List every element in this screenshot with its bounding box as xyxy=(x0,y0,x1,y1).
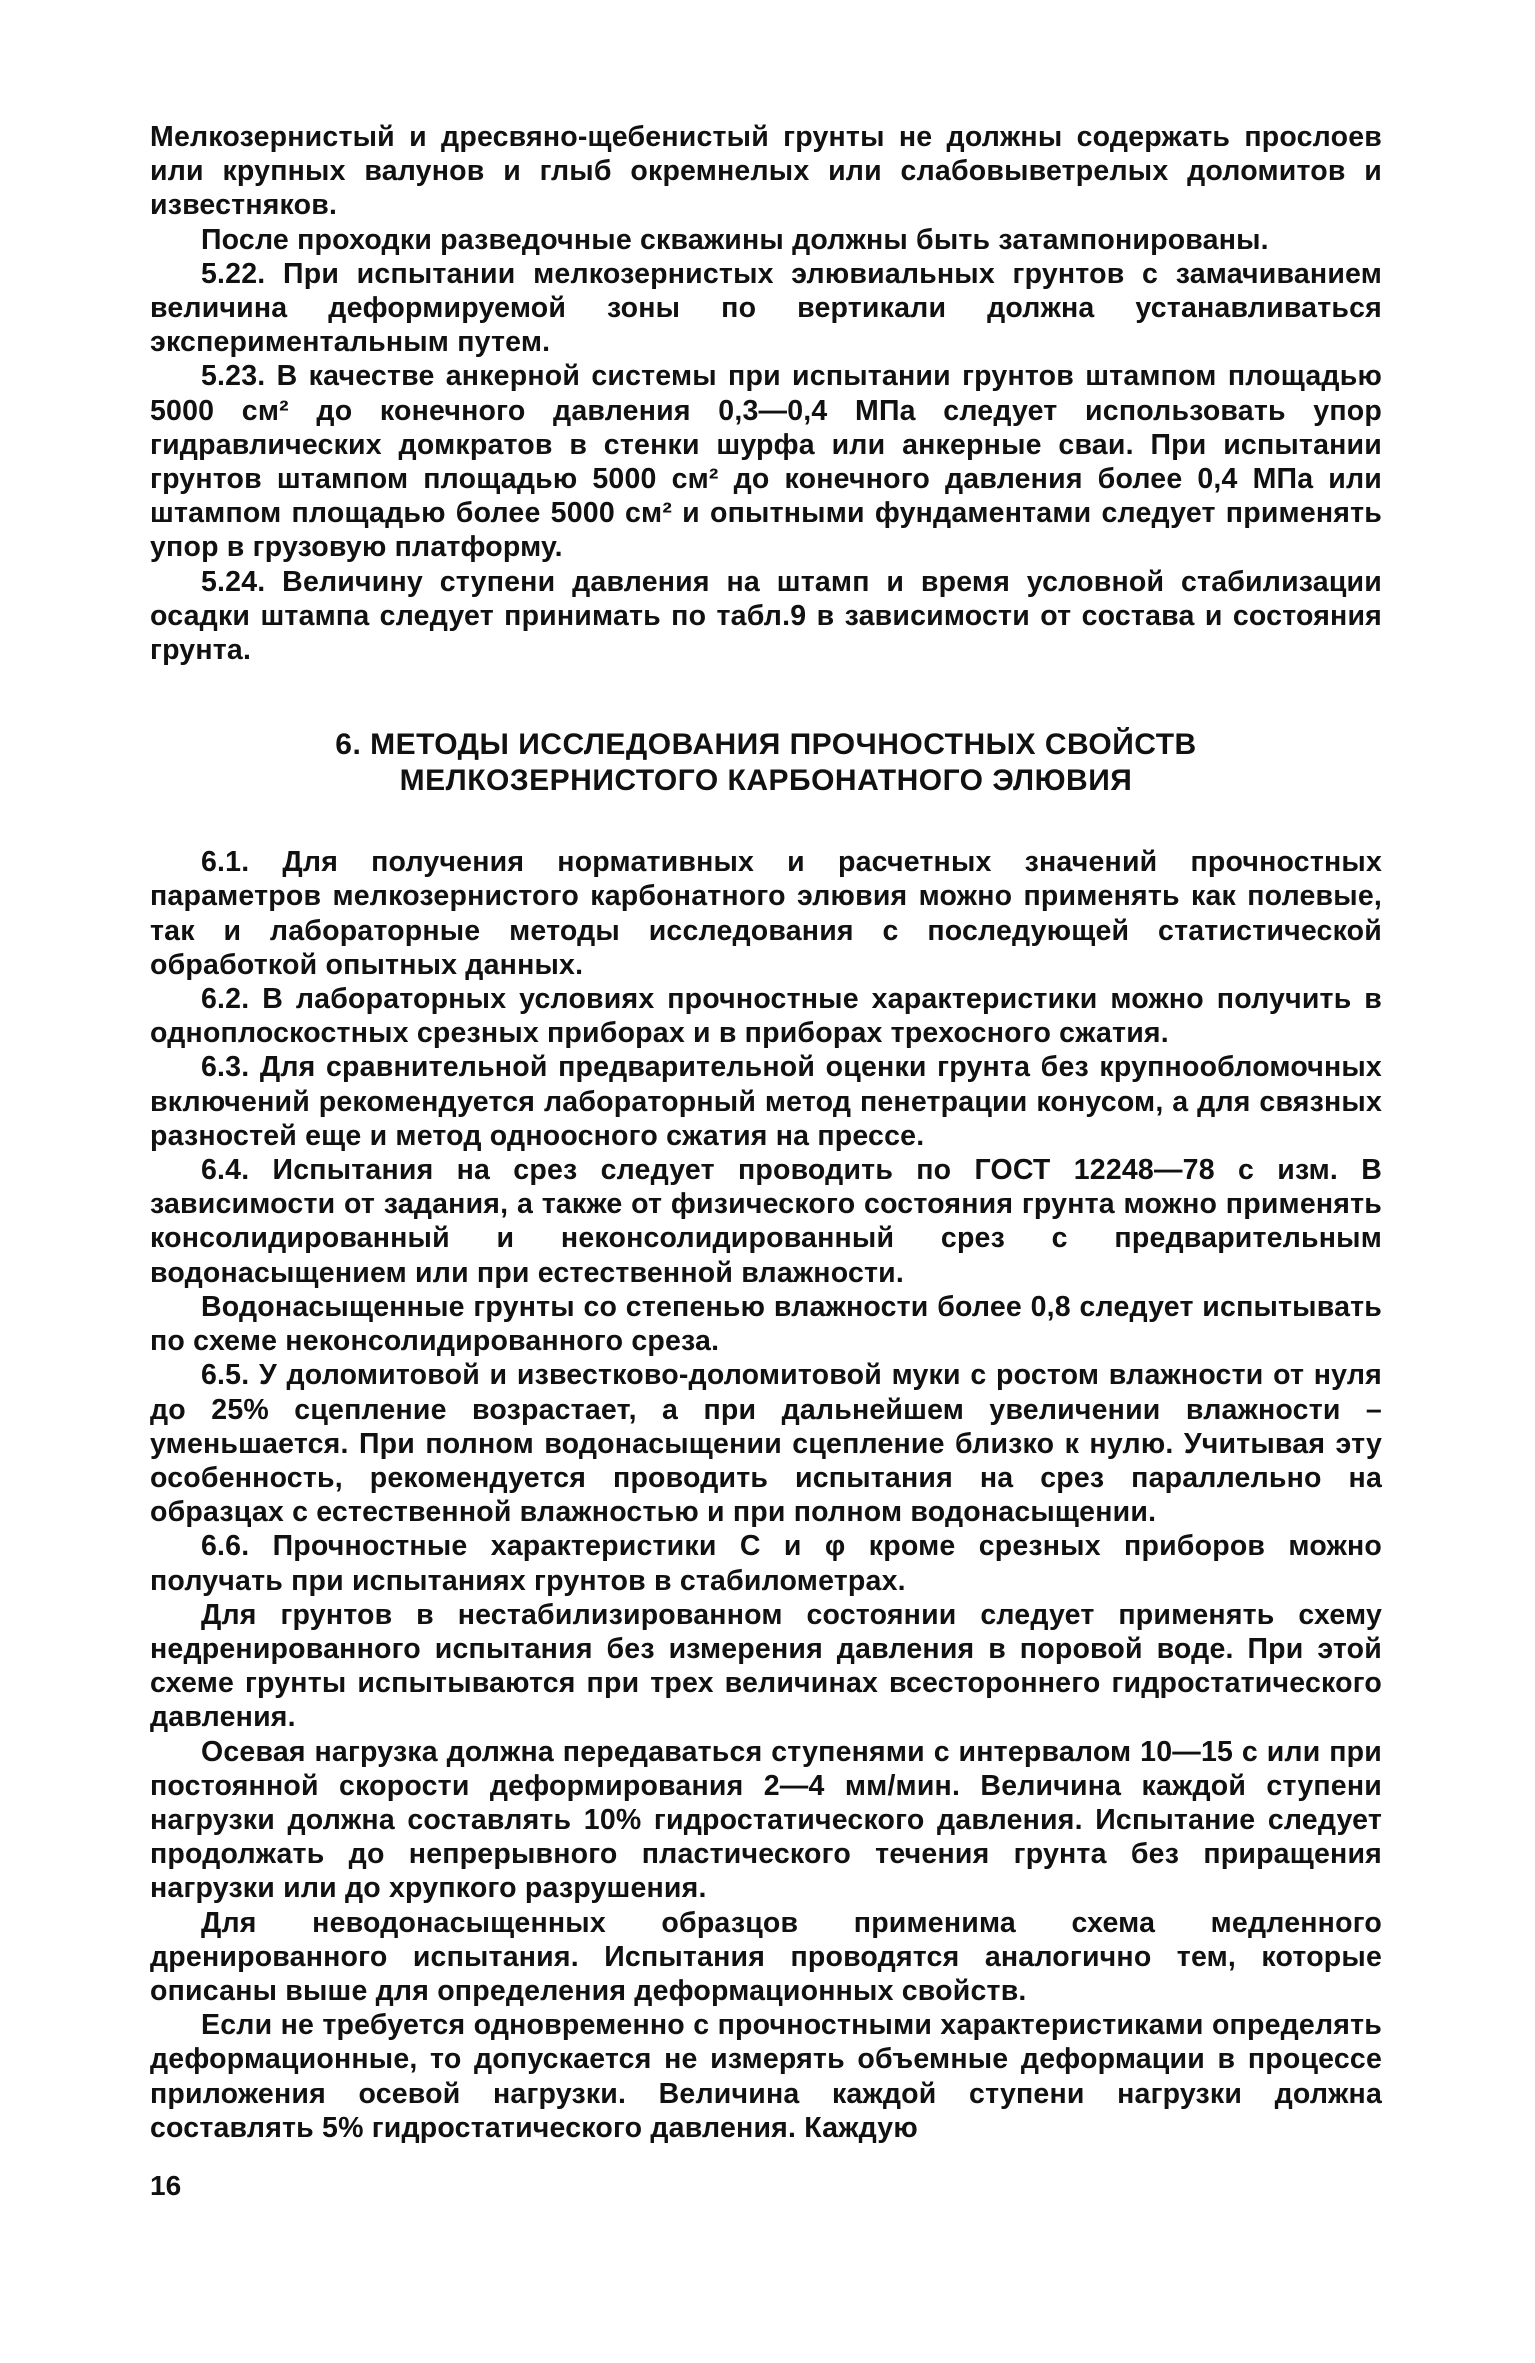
paragraph-intro: Мелкозернистый и дресвяно-щебенистый грунты не должны содержать прослоев или крупных валунов и глыб окремнелых или слабовыветрелых доломитов и известняков. xyxy=(150,121,1382,222)
section-heading-line-2: МЕЛКОЗЕРНИСТОГО КАРБОНАТНОГО ЭЛЮВИЯ xyxy=(399,764,1133,798)
paragraph-volumetric: Если не требуется одновременно с прочностными характеристиками определять деформационные, то допускается не измерять объемные деформации в процессе приложения осевой нагрузки. Величина каждой ступени нагрузки должна составлять 5% гидростатического давления. Каждую xyxy=(150,2009,1382,2144)
section-heading xyxy=(150,727,1382,799)
paragraph-saturated-soils: Водонасыщенные грунты со степенью влажности более 0,8 следует испытывать по схеме неконсолидированного среза. xyxy=(150,1290,1382,1358)
paragraph-6-1: 6.1. Для получения нормативных и расчетных значений прочностных параметров мелкозернистого карбонатного элювия можно применять как полевые, так и лабораторные методы исследования с последующей статистической обработкой опытных данных. xyxy=(150,846,1382,981)
paragraph-unstabilized-soils: Для грунтов в нестабилизированном состоянии следует применять схему недренированного испытания без измерения давления в поровой воде. При этой схеме грунты испытываются при трех величинах всестороннего гидростатического давления. xyxy=(150,1598,1382,1734)
paragraph-6-2: 6.2. В лабораторных условиях прочностные характеристики можно получить в одноплоскостных срезных приборах и в приборах трехосного сжатия. xyxy=(150,983,1382,1050)
section-heading-line-1: 6. МЕТОДЫ ИССЛЕДОВАНИЯ ПРОЧНОСТНЫХ СВОЙСТВ xyxy=(335,728,1197,762)
paragraph-axial-load: Осевая нагрузка должна передаваться ступенями с интервалом 10—15 с или при постоянной скорости деформирования 2—4 мм/мин. Величина каждой ступени нагрузки должна составлять 10% гидростатического давления. Испытание следует продолжать до непрерывного пластического течения грунта без приращения нагрузки или до хрупкого разрушения. xyxy=(150,1735,1382,1905)
paragraph-5-24: 5.24. Величину ступени давления на штамп и время условной стабилизации осадки штампа следует принимать по табл.9 в зависимости от состава и состояния грунта. xyxy=(150,565,1382,667)
page-number: 16 xyxy=(150,2170,182,2201)
page-body xyxy=(150,120,1382,2145)
paragraph-5-23: 5.23. В качестве анкерной системы при испытании грунтов штампом площадью 5000 см² до конечного давления 0,3—0,4 МПа следует использовать упор гидравлических домкратов в стенки шурфа или анкерные сваи. При испытании грунтов штампом площадью 5000 см² до конечного давления более 0,4 МПа или штампом площадью более 5000 см² и опытными фундаментами следует применять упор в грузовую платформу. xyxy=(150,360,1382,564)
paragraph-6-5: 6.5. У доломитовой и известково-доломитовой муки с ростом влажности от нуля до 25% сцепление возрастает, а при дальнейшем увеличении влажности – уменьшается. При полном водонасыщении сцепление близко к нулю. Учитывая эту особенность, рекомендуется проводить испытания на срез параллельно на образцах с естественной влажностью и при полном водонасыщении. xyxy=(150,1359,1382,1529)
paragraph-tamponing: После проходки разведочные скважины должны быть затампонированы. xyxy=(201,223,1269,256)
paragraph-5-22: 5.22. При испытании мелкозернистых элювиальных грунтов с замачиванием величина деформируемой зоны по вертикали должна устанавливаться экспериментальным путем. xyxy=(150,257,1382,359)
paragraph-drained-test: Для неводонасыщенных образцов применима схема медленного дренированного испытания. Испытания проводятся аналогично тем, которые описаны выше для определения деформационных свойств. xyxy=(150,1906,1382,2007)
paragraph-6-3: 6.3. Для сравнительной предварительной оценки грунта без крупнообломочных включений рекомендуется лабораторный метод пенетрации конусом, а для связных разностей еще и метод одноосного сжатия на прессе. xyxy=(150,1051,1382,1152)
paragraph-6-4: 6.4. Испытания на срез следует проводить по ГОСТ 12248—78 с изм. В зависимости от задания, а также от физического состояния грунта можно применять консолидированный и неконсолидированный срез с предварительным водонасыщением или при естественной влажности. xyxy=(150,1154,1382,1289)
paragraph-6-6: 6.6. Прочностные характеристики С и φ кроме срезных приборов можно получать при испытаниях грунтов в стабилометрах. xyxy=(150,1530,1382,1597)
